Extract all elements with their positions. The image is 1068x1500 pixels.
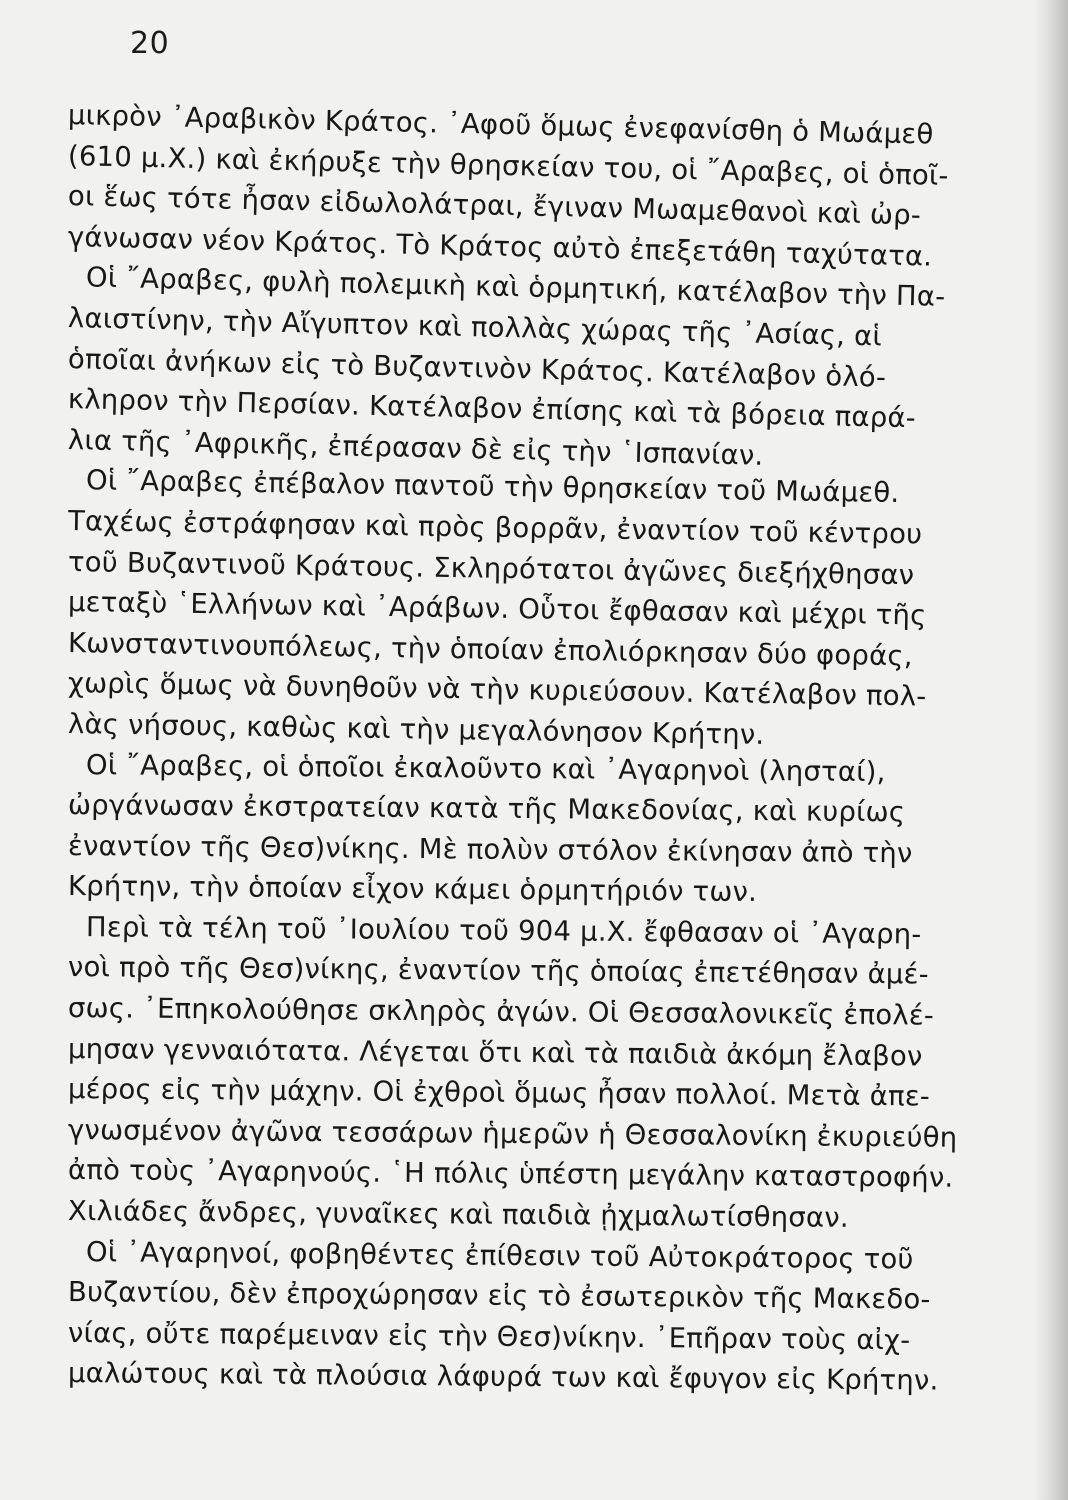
text-line: νοὶ πρὸ τῆς Θεσ)νίκης, ἐναντίον τῆς ὁποίας ἐπετέθησαν ἀμέ- [67,951,929,991]
text-line: μεταξὺ ῾Ελλήνων καὶ ᾿Αράβων. Οὗτοι ἔφθασαν καὶ μέχρι τῆς [67,586,927,632]
text-line: μικρὸν ᾿Αραβικὸν Κράτος. ᾿Αφοῦ ὅμως ἐνεφανίσθη ὁ Μωάμεθ [67,99,934,151]
text-line: ἀπὸ τοὺς ᾿Αγαρηνούς. ῾Η πόλις ὑπέστη μεγάλην καταστροφήν. [67,1154,954,1195]
text-line: χωρὶς ὅμως νὰ δυνηθοῦν νὰ τὴν κυριεύσουν. Κατέλαβον πολ- [67,667,927,713]
text-line: Οἱ ῎Αραβες ἐπέβαλον παντοῦ τὴν θρησκείαν τοῦ Μωάμεθ. [85,464,900,510]
text-line: Βυζαντίου, δὲν ἐπροχώρησαν εἰς τὸ ἐσωτερικὸν τῆς Μακεδο- [67,1276,931,1316]
text-line: μέρος εἰς τὴν μάχην. Οἱ ἐχθροὶ ὅμως ἦσαν πολλοί. Μετὰ ἀπε- [67,1073,931,1113]
text-line: Κωνσταντινουπόλεως, τὴν ὁποίαν ἐπολιόρκησαν δύο φοράς, [67,626,913,672]
text-line: Οἱ ᾿Αγαρηνοί, φοβηθέντες ἐπίθεσιν τοῦ Αὐτοκράτορος τοῦ [85,1235,914,1276]
text-line: Ταχέως ἐστράφησαν καὶ πρὸς βορρᾶν, ἐναντίον τοῦ κέντρου [67,504,923,551]
text-line: λὰς νήσους, καθὼς καὶ τὴν μεγαλόνησον Κρήτην. [67,707,765,751]
text-line: λια τῆς ᾿Αφρικῆς, ἐπέρασαν δὲ εἰς τὴν ῾Ισπανίαν. [67,423,764,472]
text-line: ὠργάνωσαν ἐκστρατείαν κατὰ τῆς Μακεδονίας, καὶ κυρίως [67,789,906,829]
text-line: Περὶ τὰ τέλη τοῦ ᾿Ιουλίου τοῦ 904 μ.Χ. ἔφθασαν οἱ ᾿Αγαρη- [85,911,922,951]
text-line: Οἱ ῎Αραβες, οἱ ὁποῖοι ἐκαλοῦντο καὶ ᾿Αγαρηνοὶ (λησταί), [85,748,886,788]
text-line: (610 μ.Χ.) καὶ ἐκήρυξε τὴν θρησκείαν του, οἱ ῎Αραβες, οἱ ὁποῖ- [67,139,949,192]
text-line: Χιλιάδες ἄνδρες, γυναῖκες καὶ παιδιὰ ᾐχμαλωτίσθησαν. [67,1195,849,1234]
text-line: λαιστίνην, τὴν Αἴγυπτον καὶ πολλὰς χώρας τῆς ᾿Ασίας, αἱ [67,301,883,353]
page-edge-shadow [1034,0,1068,1500]
text-line: τοῦ Βυζαντινοῦ Κράτους. Σκληρότατοι ἀγῶνες διεξήχθησαν [67,545,915,591]
text-line: νίας, οὔτε παρέμειναν εἰς τὴν Θεσ)νίκην. ᾿Επῆραν τοὺς αἰχ- [67,1316,911,1357]
text-line: γνωσμένον ἀγῶνα τεσσάρων ἡμερῶν ἡ Θεσσαλονίκη ἐκυριεύθη [67,1113,958,1154]
text-line: μησαν γενναιότατα. Λέγεται ὅτι καὶ τὰ παιδιὰ ἀκόμη ἔλαβον [67,1032,923,1073]
text-line: ὁποῖαι ἀνήκων εἰς τὸ Βυζαντινὸν Κράτος. Κατέλαβον ὁλό- [67,342,887,394]
text-line: οι ἕως τότε ἦσαν εἰδωλολάτραι, ἔγιναν Μωαμεθανοὶ καὶ ὠρ- [67,180,922,232]
page-number: 20 [130,26,170,61]
body-text [67,95,1048,1398]
text-line: μαλώτους καὶ τὰ πλούσια λάφυρά των καὶ ἔφυγον εἰς Κρήτην. [67,1357,939,1398]
text-line: Οἱ ῎Αραβες, φυλὴ πολεμικὴ καὶ ὁρμητική, κατέλαβον τὴν Πα- [85,261,946,314]
text-line: Κρήτην, τὴν ὁποίαν εἶχον κάμει ὁρμητήριόν των. [67,870,758,909]
text-line: ἐναντίον τῆς Θεσ)νίκης. Μὲ πολὺν στόλον ἐκίνησαν ἀπὸ τὴν [67,829,913,870]
text-line: κληρον τὴν Περσίαν. Κατέλαβον ἐπίσης καὶ τὰ βόρεια παρά- [67,383,917,435]
text-line: γάνωσαν νέον Κράτος. Τὸ Κράτος αὐτὸ ἐπεξετάθη ταχύτατα. [67,220,933,273]
text-line: σως. ᾿Επηκολούθησε σκληρὸς ἀγών. Οἱ Θεσσαλονικεῖς ἐπολέ- [67,992,935,1032]
